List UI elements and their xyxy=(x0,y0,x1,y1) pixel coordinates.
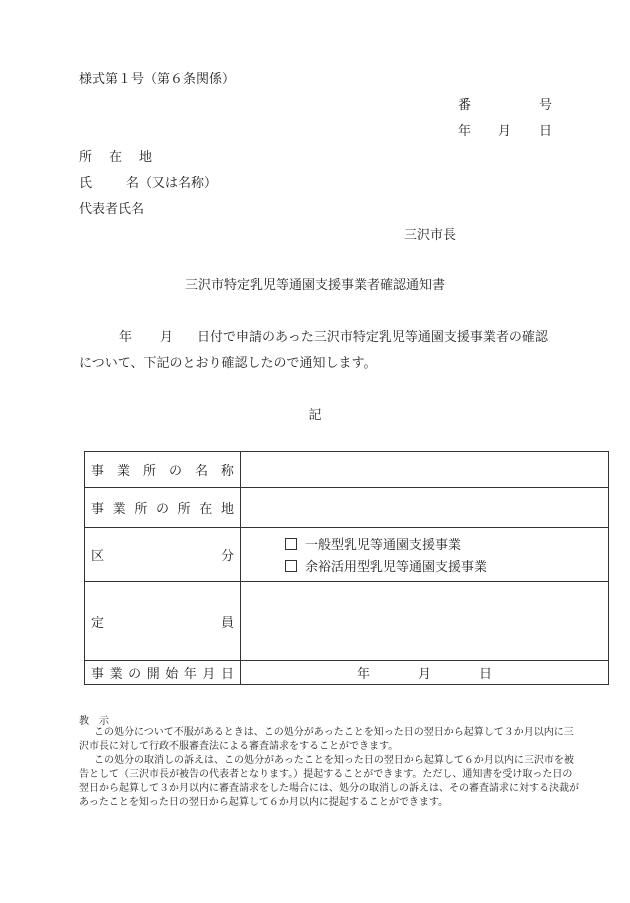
option-general[interactable]: 一般型乳児等通園支援事業 xyxy=(285,534,608,553)
capacity-value[interactable] xyxy=(241,582,609,661)
body-sentence: 日付で申請のあった三沢市特定乳児等通園支援事業者の確認について、下記のとおり確認したので通知します。 xyxy=(79,330,548,371)
table-row xyxy=(85,528,609,582)
capacity-label: 定 員 xyxy=(85,582,241,661)
table-row xyxy=(85,488,609,528)
business-address-label: 事 業 所 の 所 在 地 xyxy=(85,488,241,528)
number-suffix: 号 xyxy=(539,98,553,113)
name-label-part1: 氏 xyxy=(79,176,93,191)
number-label: 番 xyxy=(458,98,472,113)
start-date-year: 年 xyxy=(356,667,370,682)
business-name-value[interactable] xyxy=(241,452,609,488)
notice-heading: 教 示 xyxy=(79,716,109,727)
form-number: 様式第１号（第６条関係） xyxy=(79,72,236,87)
address-label: 所在地 xyxy=(79,150,170,165)
name-label xyxy=(79,172,217,191)
date-day-label: 日 xyxy=(539,124,553,139)
start-date-day: 日 xyxy=(479,667,493,682)
ki-heading: 記 xyxy=(308,408,322,423)
issuer: 三沢市長 xyxy=(404,228,457,243)
representative-label: 代表者氏名 xyxy=(79,202,145,217)
category-options xyxy=(241,528,609,582)
checkbox-icon[interactable] xyxy=(285,538,297,550)
name-label-part2: 名（又は名称） xyxy=(126,176,218,191)
option-surplus[interactable]: 余裕活用型乳児等通園支援事業 xyxy=(285,556,608,575)
checkbox-icon[interactable] xyxy=(285,560,297,572)
start-date-month: 月 xyxy=(417,667,431,682)
business-address-value[interactable] xyxy=(241,488,609,528)
table-row xyxy=(85,582,609,661)
business-name-label: 事 業 所 の 名 称 xyxy=(85,452,241,488)
start-date-value[interactable] xyxy=(241,661,609,685)
notice-paragraph-2: この処分の取消しの訴えは、この処分があったことを知った日の翌日から起算して６か月以内に三沢市を被告として（三沢市長が被告の代表者となります。）提起することができます。ただし、通知書を受け取った日の翌日から起算して３か月以内に審査請求をした場合には、処分の取消しの訴えは、その審査請求に対する決裁があったことを知った日の翌日から起算して６か月以内に提起することができます。 xyxy=(79,755,579,808)
table-row xyxy=(85,452,609,488)
document-title: 三沢市特定乳児等通園支援事業者確認通知書 xyxy=(184,278,445,293)
body-text xyxy=(79,325,554,377)
business-table xyxy=(84,451,609,685)
date-year-label: 年 xyxy=(458,124,472,139)
body-month: 月 xyxy=(160,330,174,345)
table-row xyxy=(85,661,609,685)
category-label: 区 分 xyxy=(85,528,241,582)
body-year: 年 xyxy=(119,330,133,345)
start-date-label: 事 業 の 開 始 年 月 日 xyxy=(85,661,241,685)
notice-body xyxy=(79,726,579,810)
date-month-label: 月 xyxy=(498,124,512,139)
notice-paragraph-1: この処分について不服があるときは、この処分があったことを知った日の翌日から起算して３か月以内に三沢市長に対して行政不服審査法による審査請求をすることができます。 xyxy=(79,727,574,752)
